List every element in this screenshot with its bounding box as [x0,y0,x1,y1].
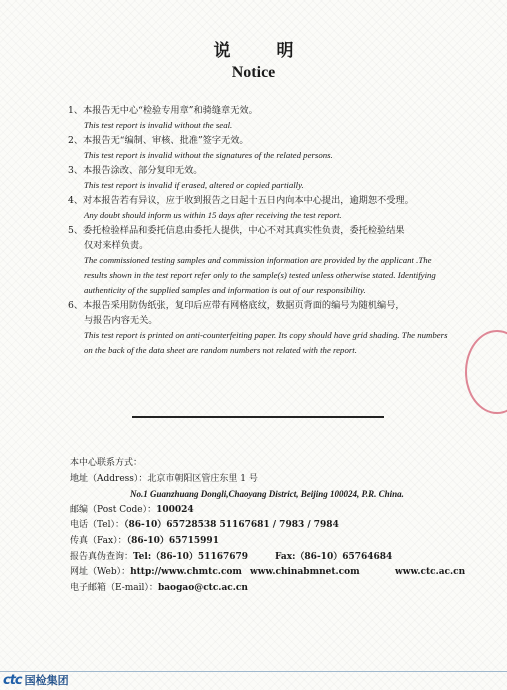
page-title-en: Notice [231,64,276,81]
verify-tel: Tel:（86-10）51167679 [133,551,249,562]
notice-cn: 2、本报告无“编制、审核、批准”签字无效。 [68,135,249,146]
address-row [70,472,470,488]
web-row [70,565,470,581]
tel-value: （86-10）65728538 51167681 / 7983 / 7984 [124,520,339,531]
notice-item-6 [68,298,448,358]
verify-row [70,550,470,566]
notice-en: This test report is invalid without the seal. [84,120,233,130]
postcode-row [70,503,470,519]
postcode-label: 邮编（Post Code）： [70,504,157,515]
web-link-2[interactable]: www.chinabmnet.com [250,567,360,578]
web-label: 网址（Web）： [70,567,131,578]
notice-cn: 3、本报告涂改、部分复印无效。 [68,165,203,176]
ctc-logo [3,672,69,688]
verify-fax: Fax:（86-10）65764684 [275,551,393,562]
address-label: 地址（Address）： [70,473,148,484]
notice-cn-continued: 与报告内容无关。 [84,315,158,326]
notice-cn: 5、委托检验样品和委托信息由委托人提供，中心不对其真实性负责，委托检验结果 [68,225,405,236]
contact-heading-text: 本中心联系方式： [70,458,143,468]
web-link-1[interactable]: http://www.chmtc.com [130,567,242,578]
notice-cn: 6、本报告采用防伪纸张，复印后应带有网格底纹，数据页背面的编号为随机编号， [68,300,405,311]
logo-mark: ctc [3,672,22,688]
fax-label: 传真（Fax）： [70,535,127,546]
contact-block [70,456,470,596]
notice-cn-continued: 仅对来样负责。 [84,240,149,251]
notice-en: This test report is invalid if erased, altered or copied partially. [84,180,304,190]
notice-list [68,103,448,358]
fax-row [70,534,470,550]
notice-item-2 [68,133,448,163]
verify-label: 报告真伪查询： [70,551,134,562]
address-en: No.1 Guanzhuang Dongli,Chaoyang District, Beijing 100024, P.R. China. [130,489,404,500]
contact-heading [70,456,470,472]
notice-en: The commissioned testing samples and commission information are provided by the applicant .The results shown in the test report refer only to the sample(s) tested unless otherwise stated. Identifying authenticity of the supplied samples and information is out of our responsibility. [84,255,436,295]
page-title-cn: 说 明 [213,41,314,61]
address-cn: 北京市朝阳区管庄东里 1 号 [147,473,258,484]
partial-seal-stamp [465,330,507,414]
notice-cn: 1、本报告无中心“检验专用章”和骑缝章无效。 [68,105,258,116]
email-row [70,581,470,597]
notice-item-4 [68,193,448,223]
tel-label: 电话（Tel）： [70,520,125,531]
notice-en: This test report is invalid without the signatures of the related persons. [84,150,333,160]
notice-cn: 4、对本报告若有异议，应于收到报告之日起十五日内向本中心提出，逾期恕不受理。 [68,195,414,206]
logo-name: 国检集团 [24,674,69,687]
email-label: 电子邮箱（E-mail）： [70,582,158,593]
tel-row [70,518,470,534]
fax-value: （86-10）65715991 [126,535,219,546]
footer-bar [0,671,507,690]
divider-rule [132,416,384,418]
notice-item-3 [68,163,448,193]
notice-item-1 [68,103,448,133]
postcode-value: 100024 [156,504,194,515]
notice-item-5 [68,223,448,298]
web-link-3[interactable]: www.ctc.ac.cn [395,567,466,578]
notice-en: This test report is printed on anti-counterfeiting paper. Its copy should have grid shading. The numbers on the back of the data sheet are random numbers not related with the report. [84,330,448,355]
email-value[interactable]: baogao@ctc.ac.cn [157,582,248,593]
notice-en: Any doubt should inform us within 15 days after receiving the test report. [84,210,342,220]
